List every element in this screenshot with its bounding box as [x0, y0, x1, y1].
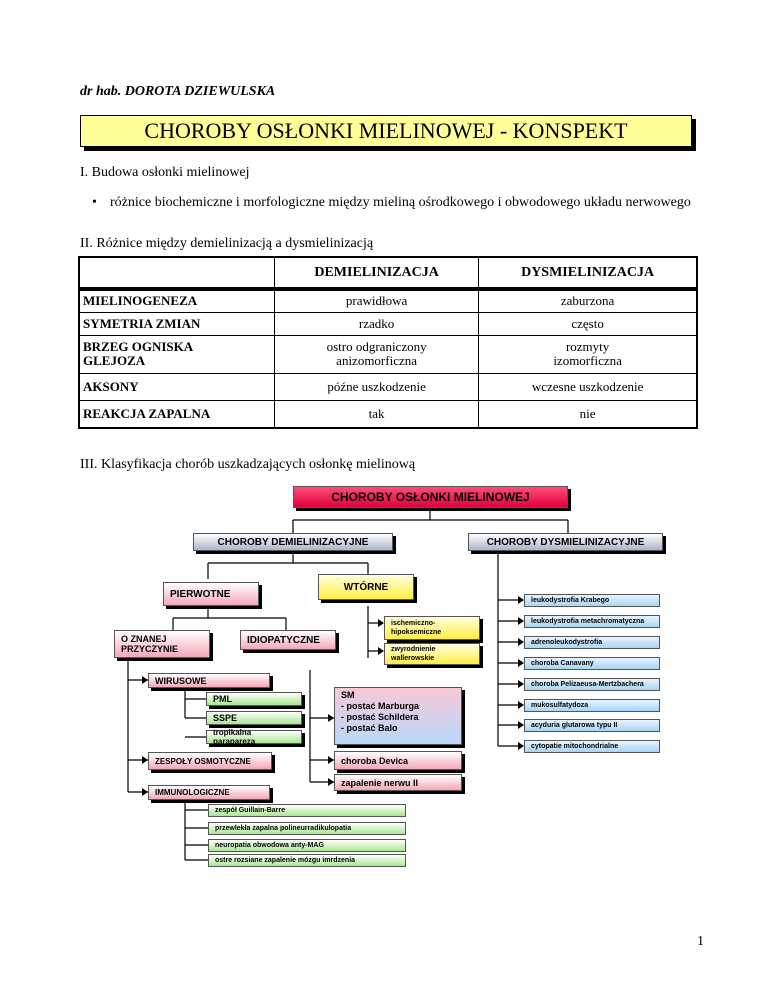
diagram-zwyrodnienie-wallerowskie: zwyrodnienie wallerowskie [384, 643, 480, 665]
diagram-pierwotne: PIERWOTNE [163, 582, 259, 606]
diagram-zespoly-osmotyczne: ZESPOŁY OSMOTYCZNE [148, 752, 272, 770]
diagram-dysmielinizacyjne: CHOROBY DYSMIELINIZACYJNE [468, 533, 663, 551]
table-cell: prawidłowa [275, 289, 479, 312]
diagram-root: CHOROBY OSŁONKI MIELINOWEJ [293, 486, 568, 508]
diagram-immuno-item: neuropatia obwodowa anty-MAG [208, 839, 406, 852]
table-cell: często [479, 312, 697, 335]
diagram-dys-item: acyduria glutarowa typu II [524, 719, 660, 732]
diagram-immuno-item: zespół Guillain-Barre [208, 804, 406, 817]
diagram-idiopatyczne: IDIOPATYCZNE [240, 630, 336, 650]
page-title: CHOROBY OSŁONKI MIELINOWEJ - KONSPEKT [80, 115, 692, 147]
table-cell: nie [479, 400, 697, 428]
section-1-heading: I. Budowa osłonki mielinowej [80, 165, 250, 180]
table-cell: rzadko [275, 312, 479, 335]
diagram-dys-item: leukodystrofia metachromatyczna [524, 615, 660, 628]
bullet-text: różnice biochemiczne i morfologiczne między mieliną ośrodkowego i obwodowego układu nerwowego [110, 195, 691, 210]
row-label: REAKCJA ZAPALNA [79, 400, 275, 428]
diagram-zapalenie-nerwu: zapalenie nerwu II [334, 774, 462, 791]
table-cell: późne uszkodzenie [275, 373, 479, 400]
diagram-tropikalna-parapareza: tropikalna parapareza [206, 730, 302, 744]
diagram-sm: SM - postać Marburga - postać Schildera - postać Balo [334, 687, 462, 745]
diagram-o-znanej-przyczynie: O ZNANEJ PRZYCZYNIE [114, 630, 210, 658]
row-label: MIELINOGENEZA [79, 289, 275, 312]
table-cell: tak [275, 400, 479, 428]
bullet-icon: • [92, 195, 97, 210]
diagram-wirusowe: WIRUSOWE [148, 673, 270, 688]
row-label: BRZEG OGNISKA GLEJOZA [79, 335, 275, 373]
diagram-dys-item: choroba Canavany [524, 657, 660, 670]
diagram-dys-item: choroba Pelizaeusa-Mertzbachera [524, 678, 660, 691]
diagram-immunologiczne: IMMUNOLOGICZNE [148, 785, 270, 800]
diagram-choroba-devica: choroba Devica [334, 751, 462, 770]
diagram-immuno-item: ostre rozsiane zapalenie mózgu imrdzenia [208, 854, 406, 867]
table-cell: wczesne uszkodzenie [479, 373, 697, 400]
table-cell: ostro odgraniczony anizomorficzna [275, 335, 479, 373]
diagram-pml: PML [206, 692, 302, 706]
diagram-dys-item: adrenoleukodystrofia [524, 636, 660, 649]
diagram-dys-item: leukodystrofia Krabego [524, 594, 660, 607]
author: dr hab. DOROTA DZIEWULSKA [80, 84, 276, 99]
table-header-cell: DYSMIELINIZACJA [479, 257, 697, 289]
diagram-dys-item: cytopatie mitochondrialne [524, 740, 660, 753]
row-label: AKSONY [79, 373, 275, 400]
diagram-dys-item: mukosulfatydoza [524, 699, 660, 712]
diagram-wtorne: WTÓRNE [318, 574, 414, 600]
page-number: 1 [697, 934, 704, 949]
section-3-heading: III. Klasyfikacja chorób uszkadzających osłonkę mielinową [80, 457, 416, 472]
row-label: SYMETRIA ZMIAN [79, 312, 275, 335]
table-cell: zaburzona [479, 289, 697, 312]
table-cell: rozmyty izomorficzna [479, 335, 697, 373]
diagram-immuno-item: przewlekła zapalna polineurradikulopatia [208, 822, 406, 835]
section-2-heading: II. Różnice między demielinizacją a dysmielinizacją [80, 236, 374, 251]
diagram-demielinizacyjne: CHOROBY DEMIELINIZACYJNE [193, 533, 393, 551]
table-header-cell: DEMIELINIZACJA [275, 257, 479, 289]
diagram-ischemiczno-hipoksemiczne: ischemiczno- hipoksemiczne [384, 616, 480, 640]
diagram-sspe: SSPE [206, 711, 302, 725]
